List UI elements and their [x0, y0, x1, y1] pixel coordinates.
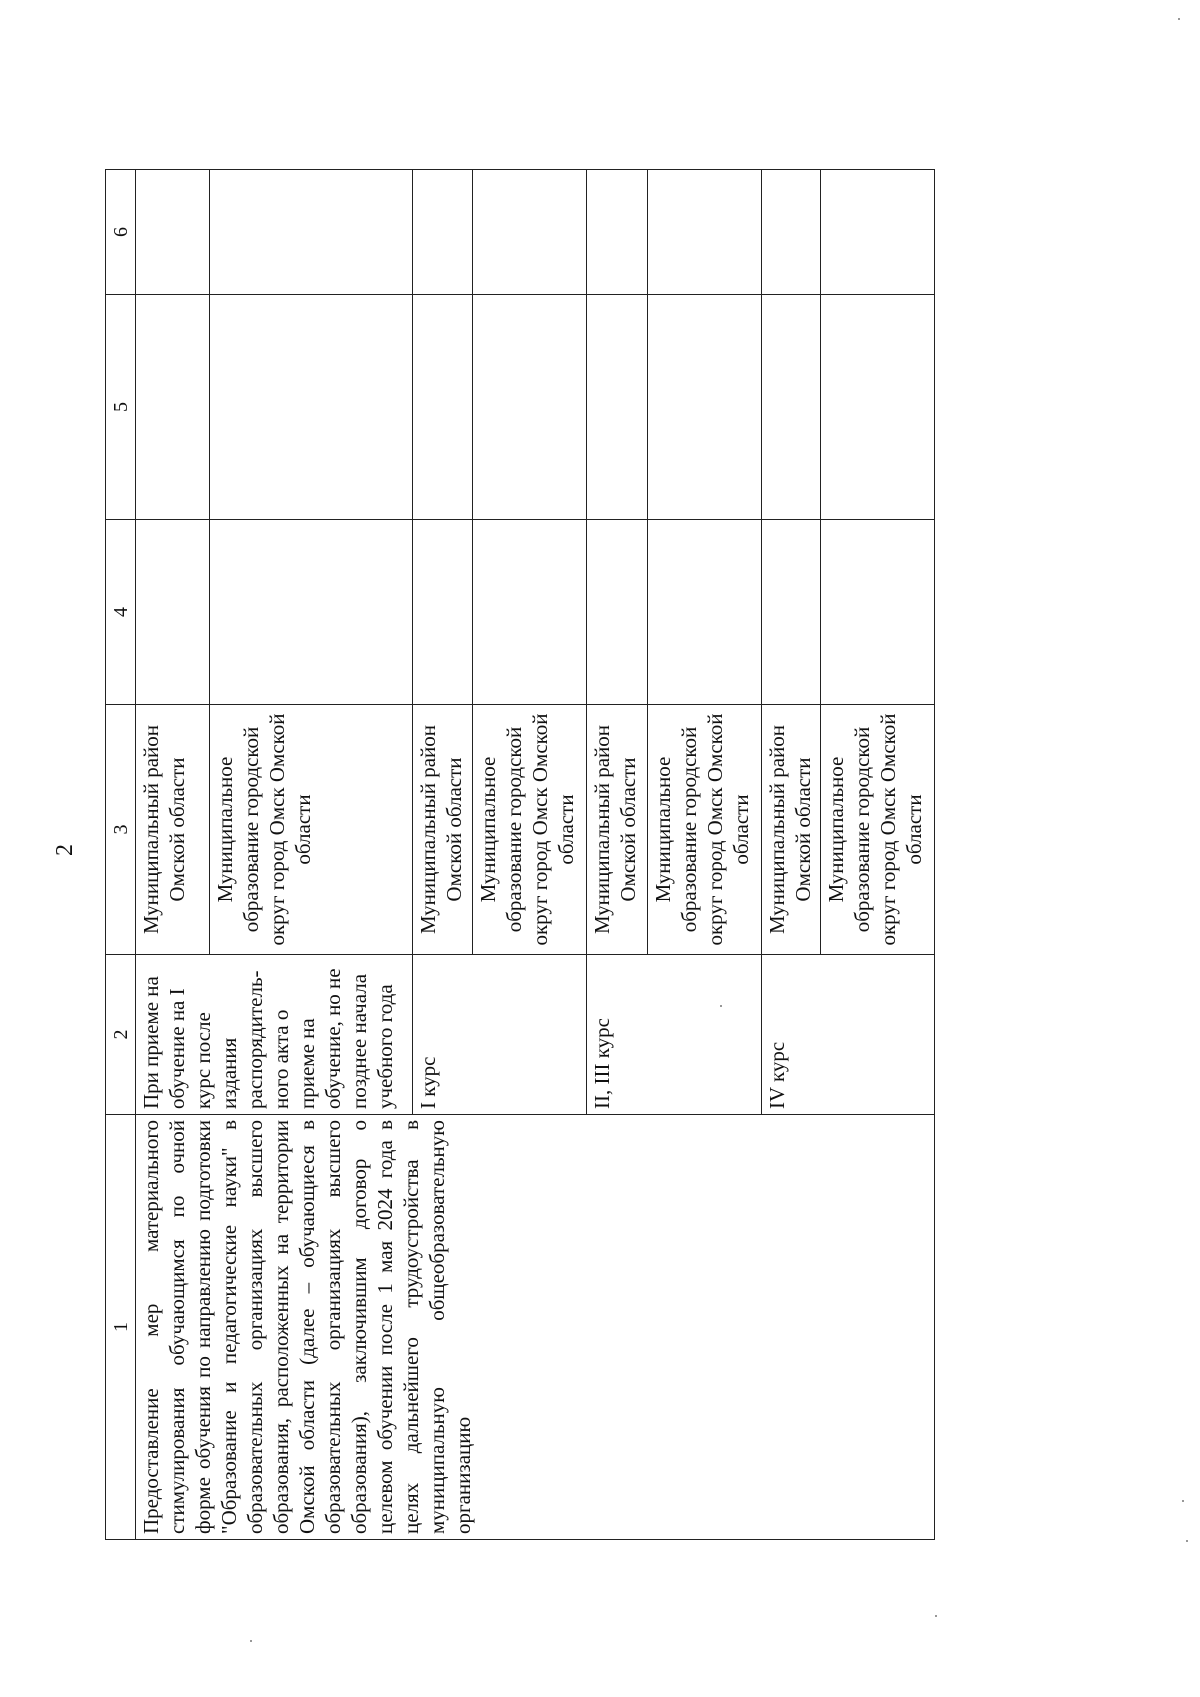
- table-row: [136, 170, 210, 1540]
- header-row: [106, 170, 136, 1540]
- scan-speck: [1182, 1500, 1184, 1502]
- empty-cell: [136, 295, 210, 520]
- empty-cell: [761, 170, 821, 295]
- header-col-3: 3: [106, 705, 136, 955]
- measures-table: [105, 169, 935, 1540]
- scan-speck: [250, 1640, 252, 1642]
- header-col-2: 2: [106, 955, 136, 1115]
- empty-cell: [412, 170, 473, 295]
- empty-cell: [821, 295, 935, 520]
- header-col-4: 4: [106, 520, 136, 705]
- period-cell: IV курс: [761, 955, 934, 1115]
- empty-cell: [821, 170, 935, 295]
- empty-cell: [412, 520, 473, 705]
- rotated-table-container: [105, 170, 935, 1540]
- empty-cell: [210, 520, 413, 705]
- empty-cell: [587, 170, 648, 295]
- empty-cell: [473, 520, 587, 705]
- empty-cell: [821, 520, 935, 705]
- recipient-cell: Муниципальный район Омской области: [136, 705, 210, 955]
- empty-cell: [473, 170, 587, 295]
- empty-cell: [210, 170, 413, 295]
- empty-cell: [136, 170, 210, 295]
- empty-cell: [647, 520, 761, 705]
- empty-cell: [473, 295, 587, 520]
- header-col-5: 5: [106, 295, 136, 520]
- recipient-cell: Муниципальное образование городской округ город Омск Омской области: [210, 705, 413, 955]
- empty-cell: [412, 295, 473, 520]
- recipient-cell: Муниципальное образование городской округ город Омск Омской области: [647, 705, 761, 955]
- recipient-cell: Муниципальное образование городской округ город Омск Омской области: [821, 705, 935, 955]
- period-cell: II, III курс: [587, 955, 761, 1115]
- period-cell: I курс: [412, 955, 586, 1115]
- empty-cell: [587, 295, 648, 520]
- empty-cell: [136, 520, 210, 705]
- header-col-1: 1: [106, 1115, 136, 1540]
- scan-speck: [1178, 18, 1180, 20]
- header-col-6: 6: [106, 170, 136, 295]
- empty-cell: [210, 295, 413, 520]
- measure-description: Предоставление мер материального стимулирования обучающимся по очной форме обучения по направлению подготовки "Образование и педагогические науки" в образовательных организациях высшего образования, расположенных на территории Омской области (далее – обучающиеся в образовательных организациях высшего образования), заключившим договор о целевом обучении после 1 мая 2024 года в целях дальнейшего трудоустройства в муниципальную общеобразовательную организацию: [136, 1115, 935, 1540]
- empty-cell: [761, 520, 821, 705]
- scan-speck: [935, 1615, 937, 1617]
- recipient-cell: Муниципальное образование городской округ город Омск Омской области: [473, 705, 587, 955]
- scan-speck: [720, 1005, 722, 1007]
- empty-cell: [761, 295, 821, 520]
- scan-speck: [1186, 1540, 1188, 1542]
- recipient-cell: Муниципальный район Омской области: [587, 705, 648, 955]
- recipient-cell: Муниципальный район Омской области: [761, 705, 821, 955]
- recipient-cell: Муниципальный район Омской области: [412, 705, 473, 955]
- period-cell: При приеме на обучение на I курс после издания распорядитель-ного акта о приеме на обучение, но не позднее начала учебного года: [136, 955, 413, 1115]
- empty-cell: [647, 295, 761, 520]
- page-number: 2: [52, 844, 78, 856]
- empty-cell: [647, 170, 761, 295]
- empty-cell: [587, 520, 648, 705]
